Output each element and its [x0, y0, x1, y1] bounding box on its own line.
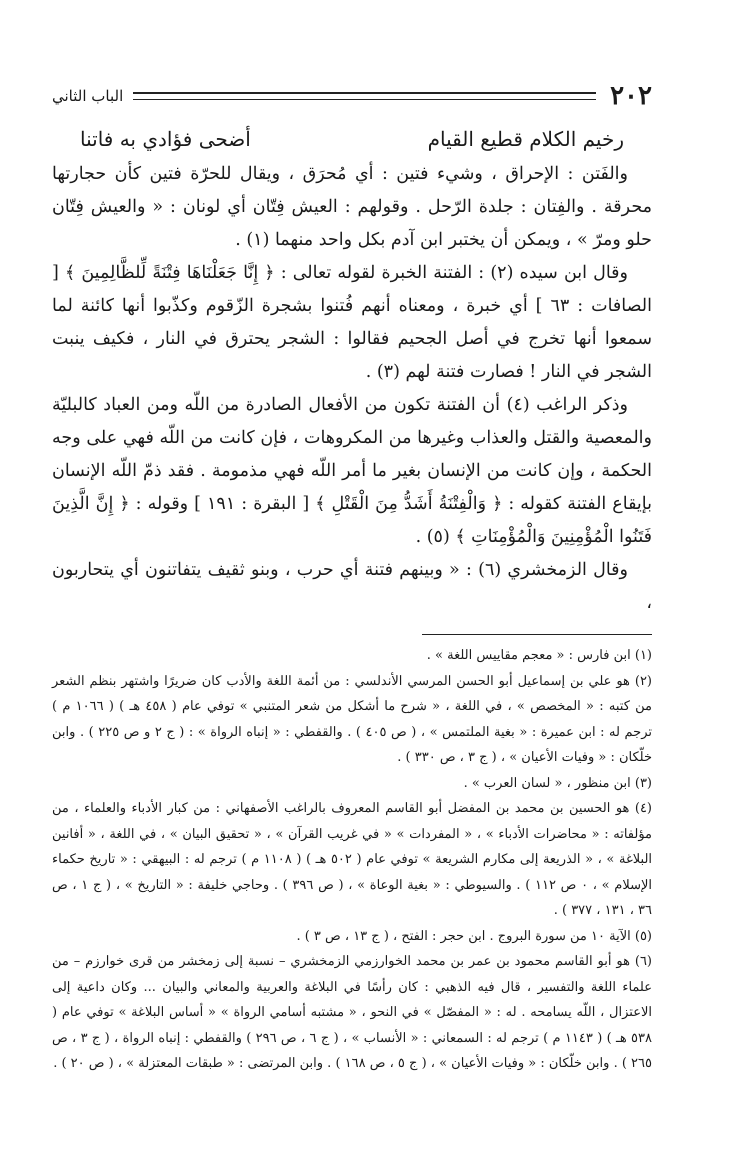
footnote-separator: [422, 634, 652, 635]
verse-first-hemistich: أضحى فؤادي به فاتنا: [80, 127, 251, 151]
footnote-1: (١) ابن فارس : « معجم مقاييس اللغة » .: [426, 648, 652, 663]
footnotes: [52, 643, 652, 1077]
paragraph-fatn: والفَتن : الإحراق ، وشيء فتين : أي مُحرَق ، ويقال للحرّة فتين كأن حجارتها محرقة . والفِتان : جلدة الرّحل . وقولهم : العيش فِتّان أي لونان : « والعيش فِتّان حلو ومرّ » ، ويمكن أن يختبر ابن آدم بكل واحد منهما (١) .: [52, 164, 652, 250]
paragraph-zamakhshari: وقال الزمخشري (٦) : « وبينهم فتنة أي حرب ، وبنو ثقيف يتفاتنون أي يتحاربون ،: [52, 560, 652, 613]
poetry-verse: [80, 124, 624, 154]
page-header: [52, 78, 652, 114]
header-rule: [133, 92, 596, 100]
footnote-4: (٤) هو الحسين بن محمد بن المفضل أبو القاسم المعروف بالراغب الأصفهاني : من كبار الأدباء والعلماء ، من مؤلفاته : « محاضرات الأدباء » ، « المفردات » « في غريب القرآن » ، « تحقيق البيان » ، في اللغة ، « أفانين البلاغة » ، « الذريعة إلى مكارم الشريعة » توفي عام ( ٥٠٢ هـ ) ( ١١٠٨ م ) ترجم له : البيهقي : « تاريخ حكماء الإسلام » ، ٠ ص ١١٢ ) . والسيوطي : « بغية الوعاة » ، ( ص ٣٩٦ ) . وحاجي خليفة : « التاريخ » ، ( ج ١ ، ص ٣٦ ، ١٣١ ، ٣٧٧ ) .: [52, 801, 653, 918]
paragraph-ibn-sidah: وقال ابن سيده (٢) : الفتنة الخبرة لقوله تعالى : ﴿ إِنَّا جَعَلْنَاهَا فِتْنَةً لِّلظَّالِمِينَ ﴾ [ الصافات : ٦٣ ] أي خبرة ، ومعناه أنهم فُتنوا بشجرة الزّقوم وكذّبوا أنها كائنة لما سمعوا أنها تخرج في أصل الجحيم فقالوا : الشجر يحترق في النار ، فكيف ينبت الشجر في النار ! فصارت فتنة لهم (٣) .: [52, 263, 652, 382]
verse-second-hemistich: رخيم الكلام قطيع القيام: [427, 127, 624, 151]
chapter-title: الباب الثاني: [52, 87, 124, 105]
footnote-3: (٣) ابن منظور ، « لسان العرب » .: [463, 775, 652, 791]
book-page: [52, 78, 652, 1077]
footnote-5: (٥) الآية ١٠ من سورة البروج . ابن حجر : الفتح ، ( ج ١٣ ، ص ٣ ) .: [296, 928, 652, 944]
paragraph-raghib: وذكر الراغب (٤) أن الفتنة تكون من الأفعال الصادرة من اللّه ومن العباد كالبليّة والمعصية والقتل والعذاب وغيرها من المكروهات ، فإن كانت من اللّه فهي على وجه الحكمة ، وإن كانت من الإنسان بغير ما أمر اللّه فهي مذمومة . فقد ذمّ اللّه الإنسان بإيقاع الفتنة كقوله : ﴿ وَالْفِتْنَةُ أَشَدُّ مِنَ الْقَتْلِ ﴾ [ البقرة : ١٩١ ] وقوله : ﴿ إِنَّ الَّذِينَ فَتَنُوا الْمُؤْمِنِينَ وَالْمُؤْمِنَاتِ ﴾ (٥) .: [52, 395, 652, 547]
page-number: ٢٠٢: [610, 81, 652, 111]
main-text: [52, 158, 652, 620]
footnote-6: (٦) هو أبو القاسم محمود بن عمر بن محمد الخوارزمي الزمخشري – نسبة إلى زمخشر من قرى خوارزم – من علماء اللغة والتفسير ، قال فيه الذهبي : كان رأسًا في البلاغة والعربية والمعاني والبيان ... وكان داعية إلى الاعتزال ، اللّه يسامحه . له : « المفصّل » في النحو ، « مشتبه أسامي الرواة » « أساس البلاغة » توفي عام ( ٥٣٨ هـ ) ( ١١٤٣ م ) ترجم له : السمعاني : « الأنساب » ، ( ج ٦ ، ص ٢٩٦ ) والقفطي : إنباه الرواة ، ( ج ٣ ، ص ٢٦٥ ) . وابن خلّكان : « وفيات الأعيان » ، ( ج ٥ ، ص ١٦٨ ) . وابن المرتضى : « طبقات المعتزلة » ، ( ص ٢٠ ) .: [52, 954, 652, 1071]
footnote-2: (٢) هو علي بن إسماعيل أبو الحسن المرسي الأندلسي : من أئمة اللغة والأدب كان ضريرًا واشتهر بنظم الشعر من كتبه : « المخصص » ، في اللغة ، « شرح ما أشكل من شعر المتنبي » توفي عام ( ٤٥٨ هـ ) ( ١٠٦٦ م ) ترجم له : ابن عميرة : « بغية الملتمس » ، ( ص ٤٠٥ ) . والقفطي : « إنباه الرواة » : ( ج ٢ و ص ٢٢٥ ) . وابن خلّكان : « وفيات الأعيان » ، ( ج ٣ ، ص ٣٣٠ ) .: [52, 673, 652, 765]
